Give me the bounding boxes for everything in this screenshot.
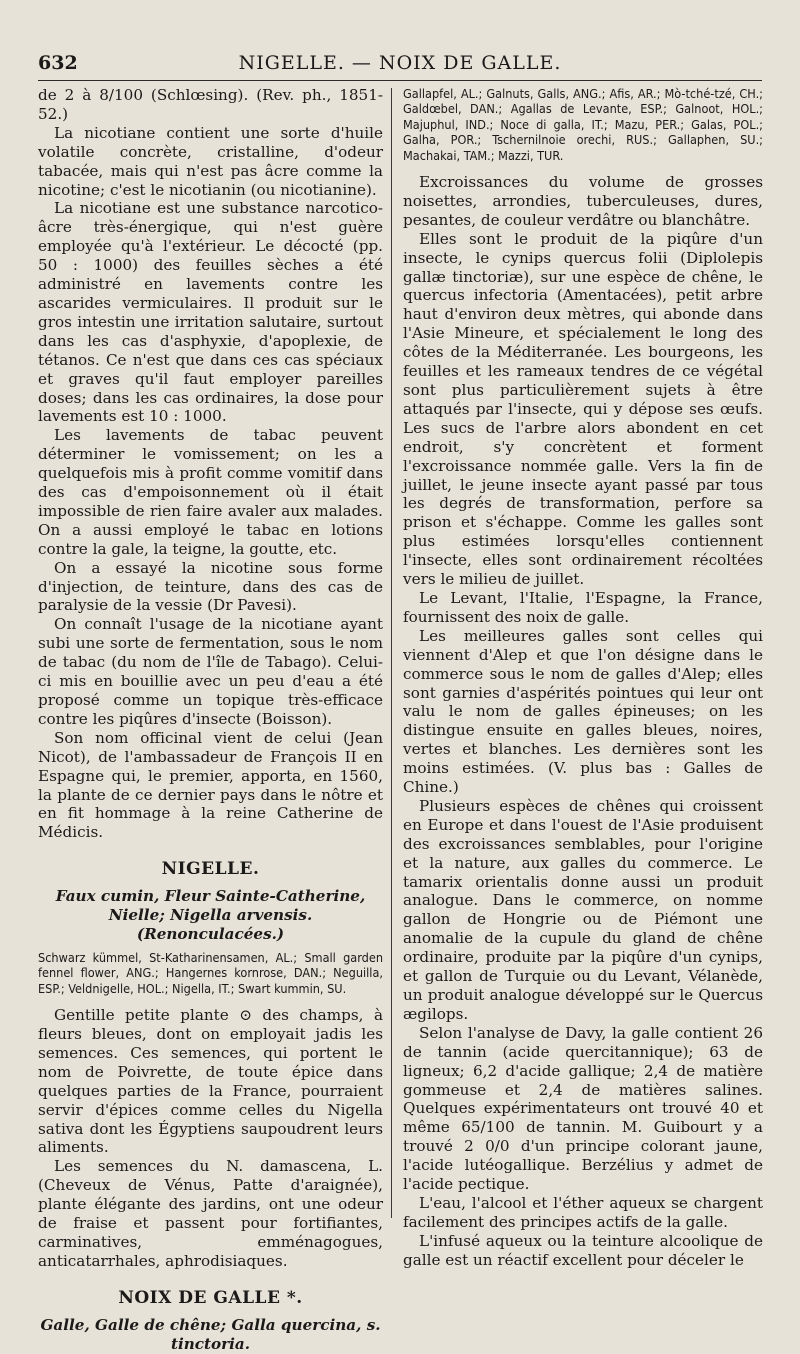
entry-heading-noix-de-galle: NOIX DE GALLE *.: [118, 1287, 303, 1308]
paragraph: La nicotiane contient une sorte d'huile volatile concrète, cristalline, d'odeur tabacée, mais qui n'est pas âcre comme la nicotine; c'est le nicotianin (ou nicotianine).: [38, 123, 383, 199]
right-column: [403, 86, 763, 1270]
running-head: NIGELLE. — NOIX DE GALLE.: [238, 52, 562, 74]
paragraph: Gentille petite plante ⊙ des champs, à fleurs bleues, dont on employait jadis les semences. Ces semences, qui portent le nom de Poivrette, de toute épice dans quelques parties de la France, pourraient servir d'épices comme celles du Nigella sativa dont les Égyptiens saupoudrent leurs aliments.: [38, 1006, 383, 1157]
paragraph: Les semences du N. damascena, L. (Cheveux de Vénus, Patte d'araignée), plante élégante des jardins, ont une odeur de fraise et passent pour fortifiantes, carminatives, emménagogues, anticatarrhales, aphrodisiaques.: [38, 1157, 383, 1270]
paragraph: Selon l'analyse de Davy, la galle contient 26 de tannin (acide quercitannique); 63 de ligneux; 6,2 d'acide gallique; 2,4 de matière gommeuse et 2,4 de matières salines. Quelques expérimentateurs ont trouvé 40 et même 65/100 de tannin. M. Guibourt y a trouvé 2 0/0 d'un principe colorant jaune, l'acide lutéogallique. Berzélius y admet de l'acide pectique.: [403, 1023, 763, 1194]
synonyms-noix-de-galle: Galle, Galle de chêne; Galla quercina, s. tinctoria.: [40, 1315, 381, 1353]
paragraph: Le Levant, l'Italie, l'Espagne, la France, fournissent des noix de galle.: [403, 588, 763, 626]
paragraph: Elles sont le produit de la piqûre d'un insecte, le cynips quercus folii (Diplolepis gallæ tinctoriæ), sur une espèce de chêne, le quercus infectoria (Amentacées), petit arbre haut d'environ deux mètres, qui abonde dans l'Asie Mineure, et spécialement le long des côtes de la Méditerranée. Les bourgeons, les feuilles et les rameaux tendres de ce végétal sont plus particulièrement sujets à être attaqués par l'insecte, qui y dépose ses œufs. Les sucs de l'arbre alors abondent en cet endroit, s'y concrètent et forment l'excroissance nommée galle. Vers la fin de juillet, le jeune insecte ayant passé par tous les degrés de transformation, perfore sa prison et s'échappe. Comme les galles sont plus estimées lorsqu'elles contiennent l'insecte, elles sont ordinairement récoltées vers le milieu de juillet.: [403, 229, 763, 589]
paragraph: de 2 à 8/100 (Schlœsing). (Rev. ph., 1851-52.): [38, 86, 383, 123]
paragraph: L'eau, l'alcool et l'éther aqueux se chargent facilement des principes actifs de la galle.: [403, 1193, 763, 1231]
paragraph: Les lavements de tabac peuvent déterminer le vomissement; on les a quelquefois mis à profit comme vomitif dans des cas d'empoisonnement où il était impossible de rien faire avaler aux malades. On a aussi employé le tabac en lotions contre la gale, la teigne, la goutte, etc.: [38, 426, 383, 558]
entry-heading-nigelle: NIGELLE.: [161, 859, 260, 880]
foreign-names-noix-de-galle: Gallapfel, AL.; Galnuts, Galls, ANG.; Afis, AR.; Mò-tché-tzé, CH.; Galdœbel, DAN.; Agallas de Levante, ESP.; Galnoot, HOL.; Majuphul, IND.; Noce di galla, IT.; Mazu, PER.; Galas, POL.; Galha, POR.; Tschernilnoie orechi, RUS.; Gallaphen, SU.; Machakai, TAM.; Mazzi, TUR.: [403, 86, 763, 163]
paragraph: On a essayé la nicotine sous forme d'injection, de teinture, dans des cas de paralysie de la vessie (Dr Pavesi).: [38, 558, 383, 615]
paragraph: On connaît l'usage de la nicotiane ayant subi une sorte de fermentation, sous le nom de tabac (du nom de l'île de Tabago). Celui-ci mis en bouillie avec un peu d'eau a été proposé comme un topique très-efficace contre les piqûres d'insecte (Boisson).: [38, 615, 383, 728]
page-header: [38, 50, 762, 81]
paragraph: La nicotiane est une substance narcotico-âcre très-énergique, qui n'est guère employée qu'à l'extérieur. Le décocté (pp. 50 : 1000) des feuilles sèches a été administré en lavements contre les ascarides vermiculaires. Il produit sur le gros intestin une irritation salutaire, surtout dans les cas d'asphyxie, d'apoplexie, de tétanos. Ce n'est que dans ces cas spéciaux et graves qu'il faut employer pareilles doses; dans les cas ordinaires, la dose pour lavements est 10 : 1000.: [38, 199, 383, 426]
left-column: [38, 86, 383, 1354]
page-number: 632: [38, 52, 78, 74]
paragraph: Plusieurs espèces de chênes qui croissent en Europe et dans l'ouest de l'Asie produisent des excroissances semblables, pour l'origine et la nature, aux galles du commerce. Le tamarix orientalis donne aussi un produit analogue. Dans le commerce, on nomme gallon de Hongrie ou de Piémont une anomalie de la cupule du gland de chêne ordinaire, produite par la piqûre d'un cynips, et gallon de Turquie ou du Levant, Vélanède, un produit analogue développé sur le Quercus ægilops.: [403, 796, 763, 1023]
paragraph: Excroissances du volume de grosses noisettes, arrondies, tuberculeuses, dures, pesantes, de couleur verdâtre ou blanchâtre.: [403, 173, 763, 229]
foreign-names-nigelle: Schwarz kümmel, St-Katharinensamen, AL.; Small garden fennel flower, ANG.; Hangernes kornrose, DAN.; Neguilla, ESP.; Veldnigelle, HOL.; Nigella, IT.; Swart kummin, SU.: [38, 949, 383, 996]
paragraph: L'infusé aqueux ou la teinture alcoolique de galle est un réactif excellent pour déceler le: [403, 1231, 763, 1269]
paragraph: Les meilleures galles sont celles qui viennent d'Alep et que l'on désigne dans le commerce sous le nom de galles d'Alep; elles sont garnies d'aspérités pointues qui leur ont valu le nom de galles épineuses; on les distingue ensuite en galles bleues, noires, vertes et blanches. Les dernières sont les moins estimées. (V. plus bas : Galles de Chine.): [403, 626, 763, 797]
column-divider: [391, 88, 392, 1218]
paragraph: Son nom officinal vient de celui (Jean Nicot), de l'ambassadeur de François II en Espagne qui, le premier, apporta, en 1560, la plante de ce dernier pays dans le nôtre et en fit hommage à la reine Catherine de Médicis.: [38, 728, 383, 842]
synonyms-nigelle: Faux cumin, Fleur Sainte-Catherine, Nielle; Nigella arvensis. (Renonculacées.): [55, 887, 366, 943]
